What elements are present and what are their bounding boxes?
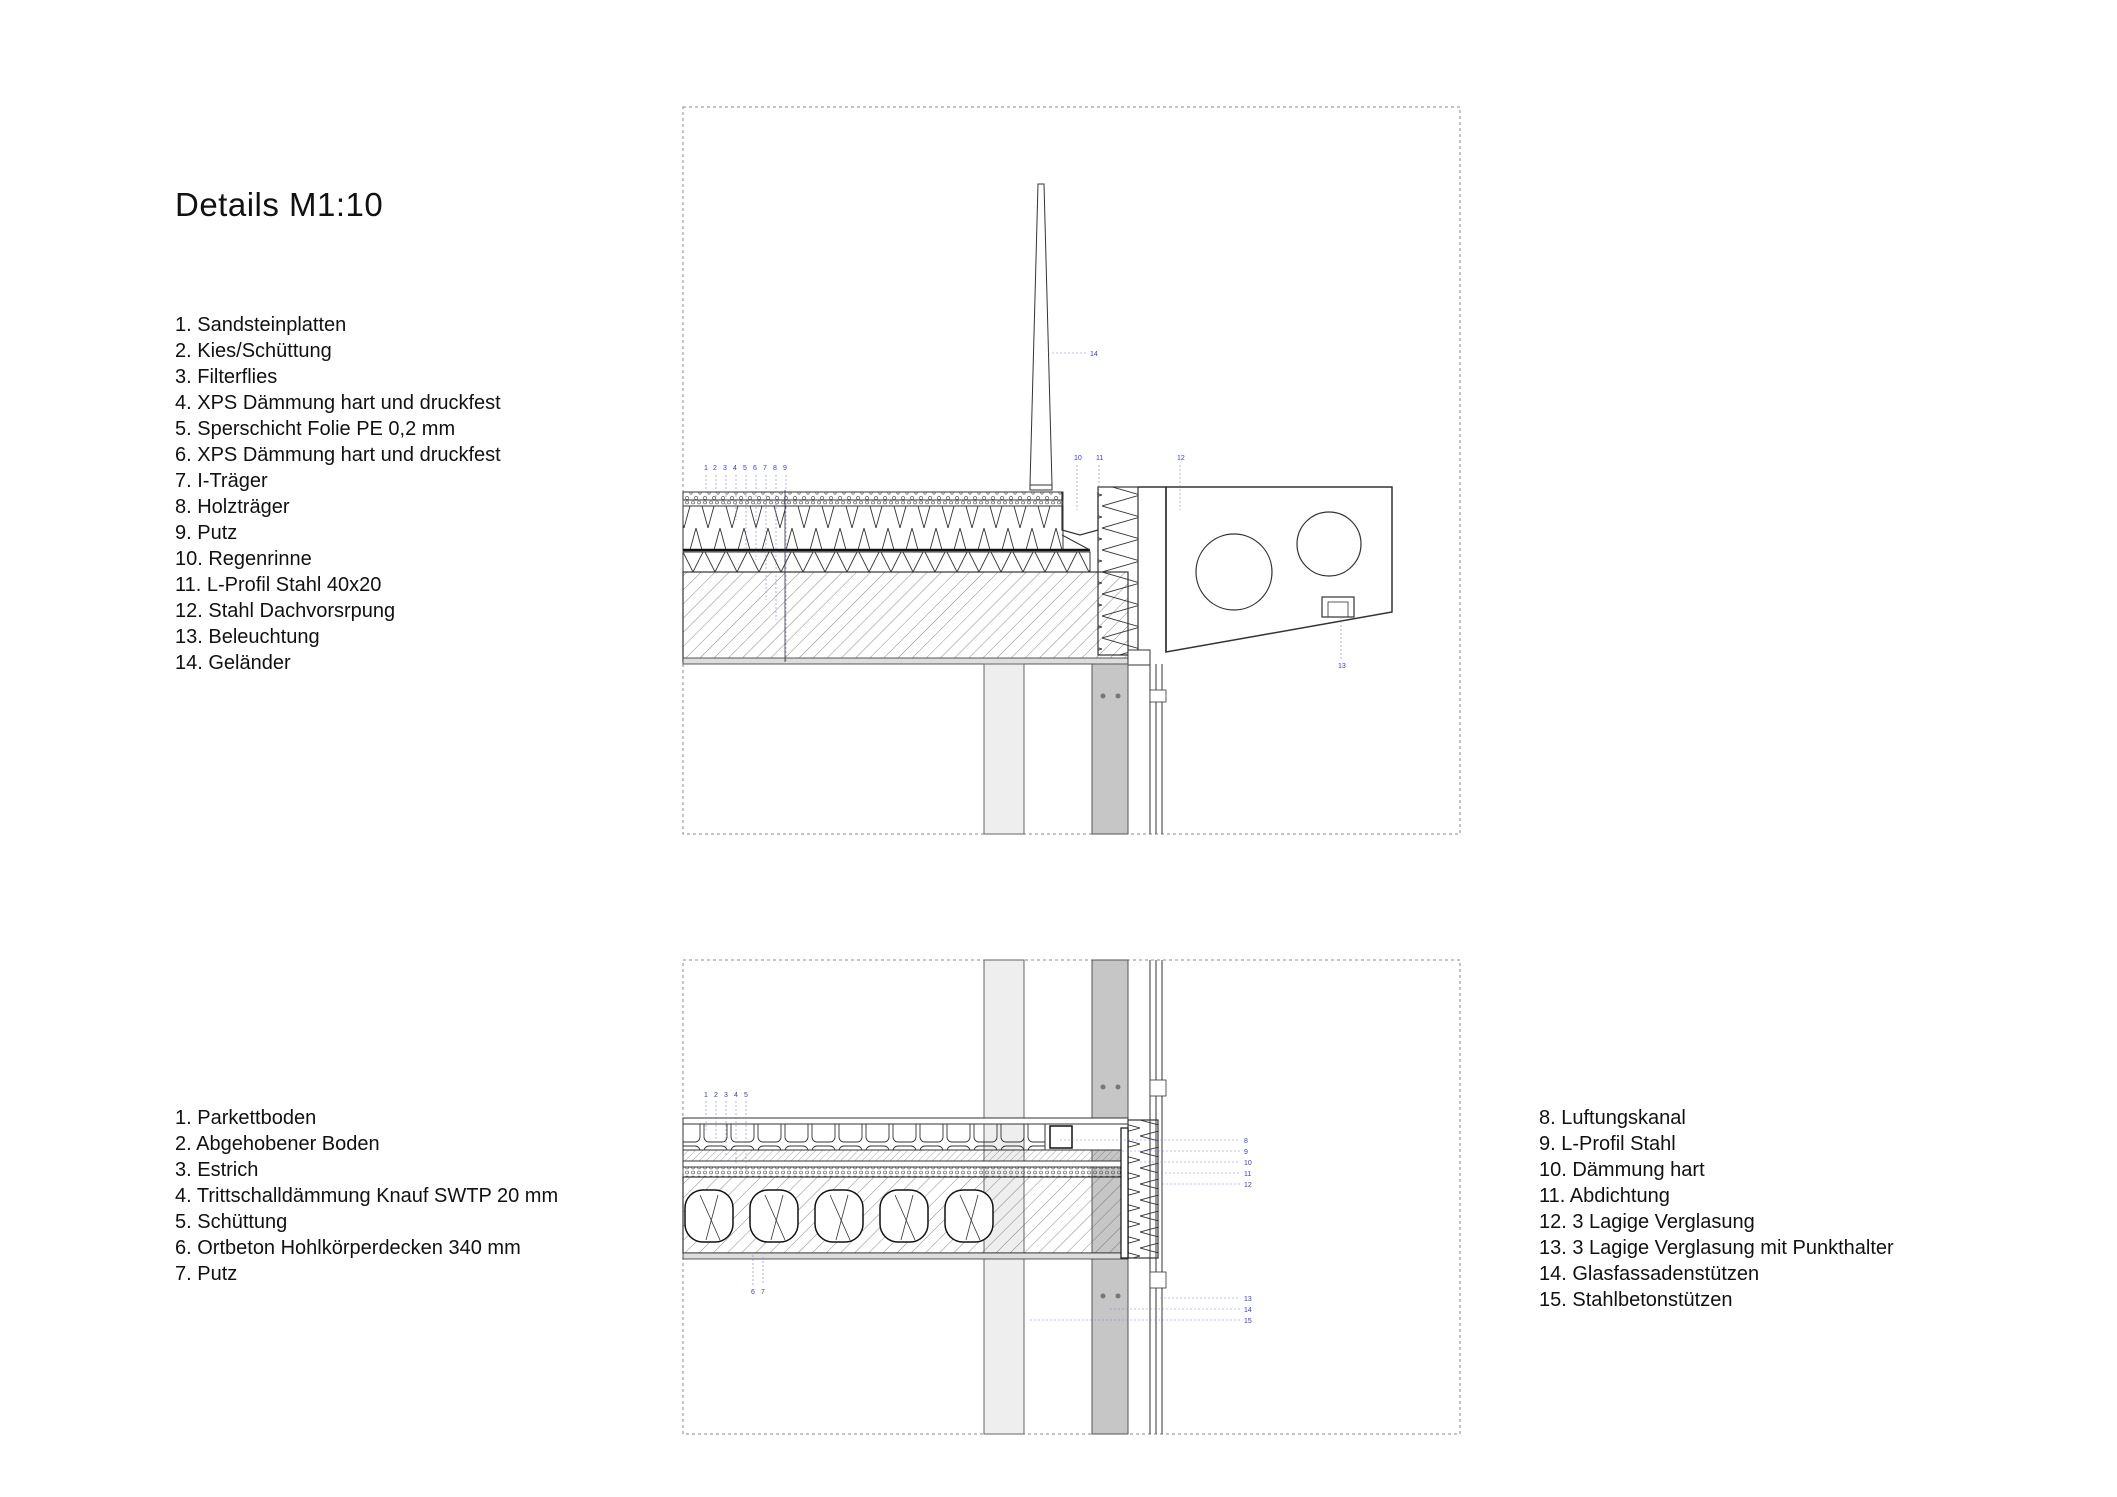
layer-tag: 4 <box>733 465 737 472</box>
layer-tag: 9 <box>783 465 787 472</box>
legend-item: 13. Beleuchtung <box>175 626 320 648</box>
legend-item: 5. Schüttung <box>175 1211 288 1233</box>
gutter <box>1062 492 1098 550</box>
edge-insulation <box>1098 487 1138 655</box>
floor-edge-insulation <box>1128 1120 1158 1258</box>
legend-item: 1. Parkettboden <box>175 1107 317 1129</box>
roof-walls <box>984 664 1166 834</box>
layer-tag: 3 <box>723 465 727 472</box>
legend-item: 2. Abgehobener Boden <box>175 1133 380 1155</box>
legend-item: 6. Ortbeton Hohlkörperdecken 340 mm <box>175 1237 521 1259</box>
layer-tag: 10 <box>1244 1160 1252 1167</box>
layer-tag: 5 <box>743 465 747 472</box>
roof-detail-frame <box>683 107 1460 834</box>
legend-item: 7. Putz <box>175 1263 238 1285</box>
layer-tag: 14 <box>1244 1307 1252 1314</box>
legend-item: 2. Kies/Schüttung <box>175 340 332 362</box>
legend-item: 11. Abdichtung <box>1539 1185 1670 1207</box>
legend-item: 9. L-Profil Stahl <box>1539 1133 1676 1155</box>
layer-tag: 2 <box>714 1092 718 1099</box>
page-title: Details M1:10 <box>175 186 384 223</box>
layer-tag: 7 <box>761 1289 765 1296</box>
gutter-tag: 10 <box>1074 455 1082 462</box>
railing <box>1030 184 1052 490</box>
legend-item: 6. XPS Dämmung hart und druckfest <box>175 444 501 466</box>
light-tag: 13 <box>1338 663 1346 670</box>
legend-item: 4. Trittschalldämmung Knauf SWTP 20 mm <box>175 1185 559 1207</box>
layer-tag: 6 <box>751 1289 755 1296</box>
legend-item: 14. Glasfassadenstützen <box>1539 1263 1760 1285</box>
profile-tag: 11 <box>1096 455 1104 462</box>
legend-item: 8. Holzträger <box>175 496 290 518</box>
legend-item: 14. Geländer <box>175 652 291 674</box>
layer-tag: 12 <box>1244 1182 1252 1189</box>
layer-tag: 11 <box>1244 1171 1252 1178</box>
legend-item: 10. Dämmung hart <box>1539 1159 1705 1181</box>
light-fixture <box>1322 597 1354 617</box>
layer-tag: 4 <box>734 1092 738 1099</box>
layer-tag: 8 <box>773 465 777 472</box>
air-duct <box>1050 1126 1072 1148</box>
legend-item: 4. XPS Dämmung hart und druckfest <box>175 392 501 414</box>
legend-item: 3. Filterflies <box>175 366 278 388</box>
railing-tag: 14 <box>1090 351 1098 358</box>
layer-tag: 8 <box>1244 1138 1248 1145</box>
layer-tag: 6 <box>753 465 757 472</box>
floor-detail <box>683 960 1460 1434</box>
legend-item: 7. I-Träger <box>175 470 268 492</box>
layer-tag: 1 <box>704 465 708 472</box>
roof-layers <box>683 490 1128 664</box>
legend-item: 12. 3 Lagige Verglasung <box>1539 1211 1755 1233</box>
layer-tag: 3 <box>724 1092 728 1099</box>
legend-item: 15. Stahlbetonstützen <box>1539 1289 1733 1311</box>
layer-tag: 9 <box>1244 1149 1248 1156</box>
legend-item: 13. 3 Lagige Verglasung mit Punkthalter <box>1539 1237 1894 1259</box>
legend-item: 3. Estrich <box>175 1159 259 1181</box>
canopy-tag: 12 <box>1177 455 1185 462</box>
legend-item: 12. Stahl Dachvorsrpung <box>175 600 396 622</box>
layer-tag: 15 <box>1244 1318 1252 1325</box>
legend-item: 11. L-Profil Stahl 40x20 <box>175 574 382 596</box>
legend-item: 5. Sperschicht Folie PE 0,2 mm <box>175 418 456 440</box>
layer-tag: 2 <box>713 465 717 472</box>
legend-item: 8. Luftungskanal <box>1539 1107 1686 1129</box>
layer-tag: 13 <box>1244 1296 1252 1303</box>
legend-item: 10. Regenrinne <box>175 548 312 570</box>
layer-tag: 7 <box>763 465 767 472</box>
layer-tag: 5 <box>744 1092 748 1099</box>
legend-item: 1. Sandsteinplatten <box>175 314 347 336</box>
floor-layers <box>683 1118 1128 1259</box>
layer-tag: 1 <box>704 1092 708 1099</box>
legend-item: 9. Putz <box>175 522 238 544</box>
roof-detail <box>683 107 1460 834</box>
steel-canopy <box>1138 487 1392 652</box>
